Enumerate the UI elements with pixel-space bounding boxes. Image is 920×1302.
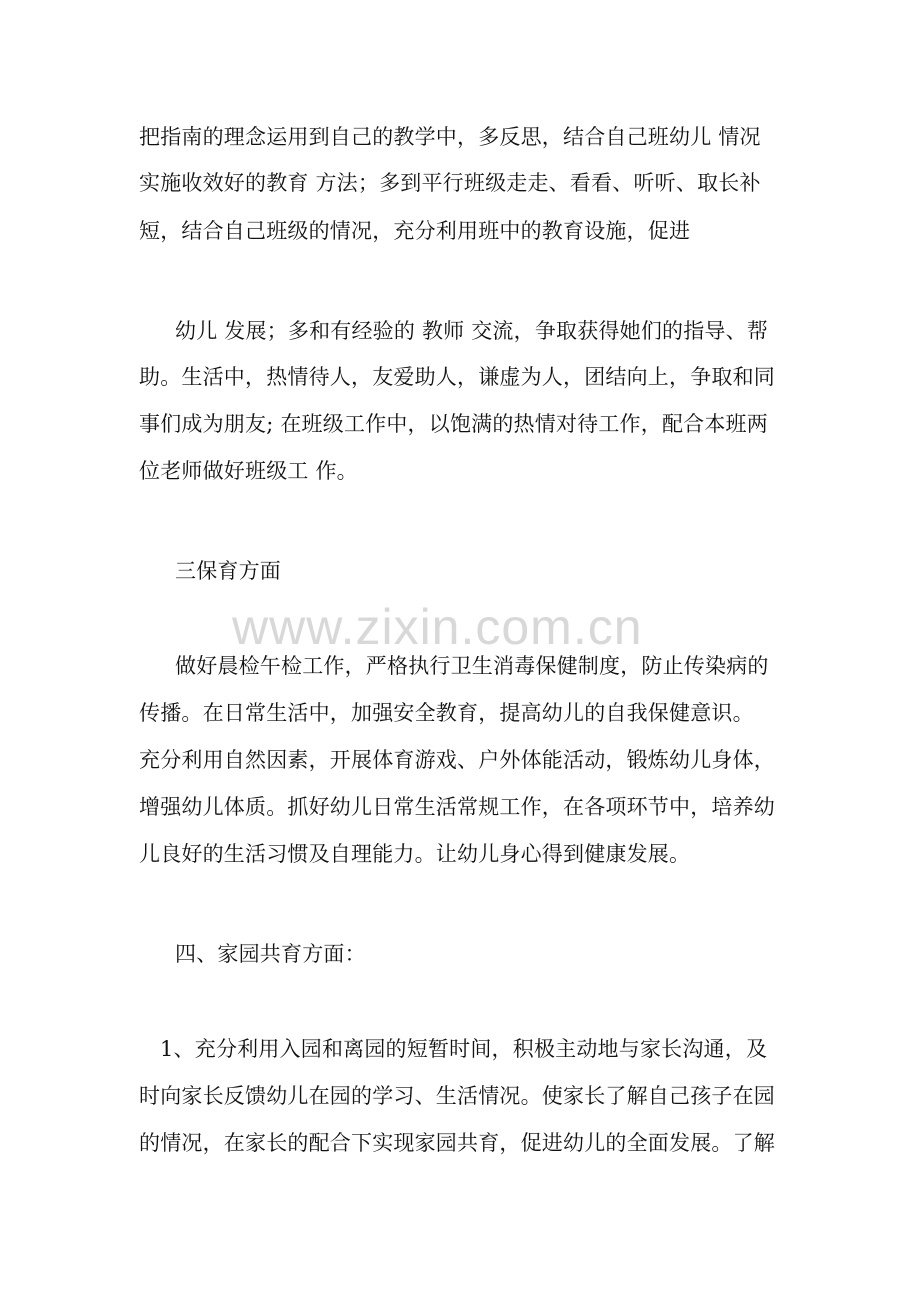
text-line: 位老师做好班级工 作。 [139, 459, 358, 483]
text-line: 把指南的理念运用到自己的教学中，多反思，结合自己班幼儿 情况 [139, 125, 761, 149]
section-heading: 三保育方面 [175, 559, 281, 583]
text-line: 增强幼儿体质。抓好幼儿日常生活常规工作，在各项环节中，培养幼 [139, 795, 775, 819]
text-line: 儿良好的生活习惯及自理能力。让幼儿身心得到健康发展。 [139, 842, 691, 866]
text-line: 做好晨检午检工作，严格执行卫生消毒保健制度，防止传染病的 [175, 654, 769, 678]
text-line: 1、充分利用入园和离园的短暂时间，积极主动地与家长沟通，及 [160, 1037, 768, 1061]
text-line: 的情况，在家长的配合下实现家园共育，促进幼儿的全面发展。了解 [139, 1131, 775, 1155]
watermark: www.zixin.com.cn [232, 599, 643, 655]
text-line: 实施收效好的教育 方法；多到平行班级走走、看看、听听、取长补 [139, 171, 761, 195]
text-line: 短，结合自己班级的情况，充分利用班中的教育设施，促进 [139, 219, 691, 243]
text-line: 传播。在日常生活中，加强安全教育，提高幼儿的自我保健意识。 [139, 701, 754, 725]
text-line: 充分利用自然因素，开展体育游戏、户外体能活动，锻炼幼儿身体， [139, 748, 775, 772]
text-line: 助。生活中，热情待人，友爱助人，谦虚为人，团结向上，争取和同 [139, 365, 775, 389]
section-heading: 四、家园共育方面： [175, 942, 366, 966]
text-line: 时向家长反馈幼儿在园的学习、生活情况。使家长了解自己孩子在园 [139, 1084, 775, 1108]
text-line: 事们成为朋友; 在班级工作中，以饱满的热情对待工作，配合本班两 [139, 412, 768, 436]
text-line: 幼儿 发展；多和有经验的 教师 交流，争取获得她们的指导、帮 [175, 319, 769, 343]
